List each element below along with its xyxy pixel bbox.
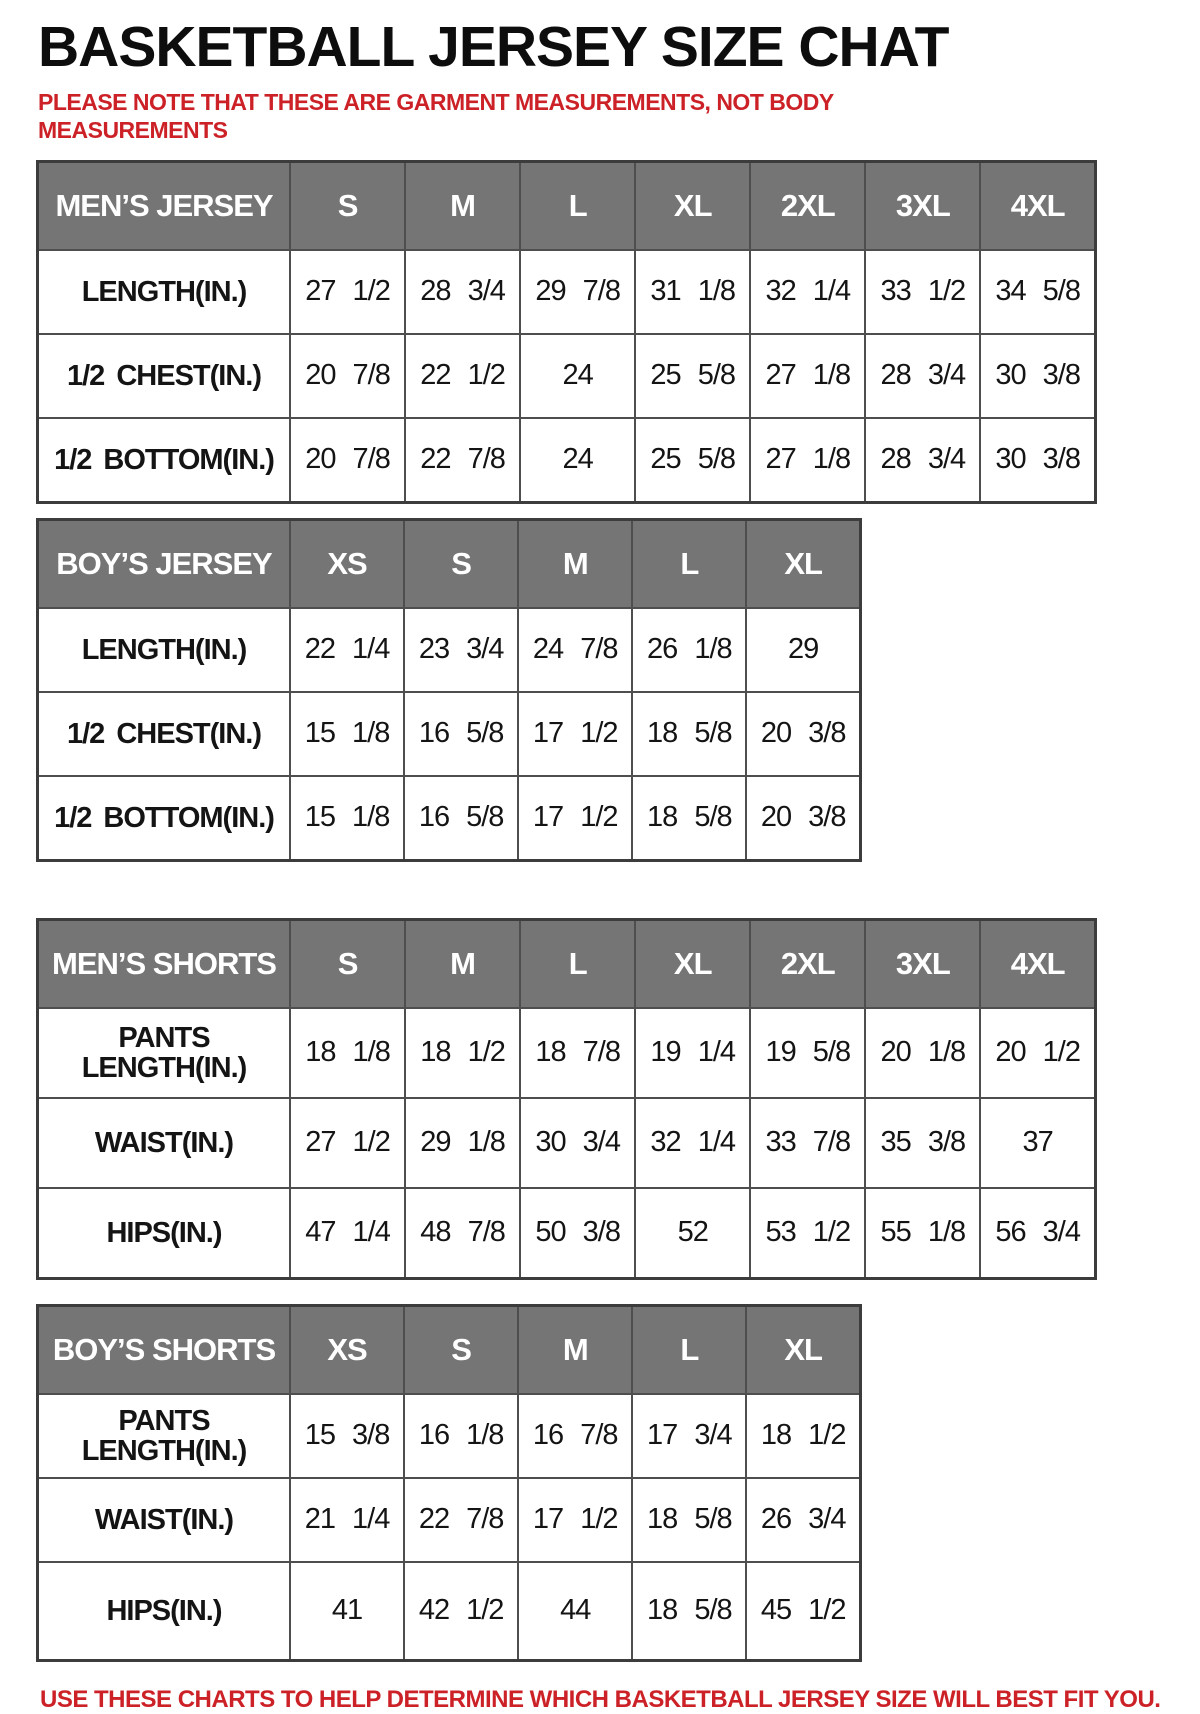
mens-shorts-size-header-cell: L: [520, 919, 635, 1008]
mens-jersey-value-cell: 31 1/8: [635, 250, 750, 334]
mens-jersey-value-cell: 24: [520, 334, 635, 418]
mens-shorts-title-cell: MEN’S SHORTS: [38, 919, 291, 1008]
mens-jersey-row-label-cell: 1/2 CHEST(IN.): [38, 334, 291, 418]
mens-shorts-table-row: [38, 1098, 1096, 1188]
mens-jersey-size-header-cell: M: [405, 161, 520, 250]
mens-jersey-value-cell: 25 5/8: [635, 334, 750, 418]
boys-shorts-size-header-cell: L: [632, 1305, 746, 1394]
mens-jersey-value-cell: 29 7/8: [520, 250, 635, 334]
mens-shorts-value-cell: 55 1/8: [865, 1188, 980, 1279]
mens-jersey-value-cell: 27 1/8: [750, 418, 865, 503]
boys-shorts-size-header-cell: XS: [290, 1305, 404, 1394]
mens-shorts-value-cell: 53 1/2: [750, 1188, 865, 1279]
mens-shorts-value-cell: 33 7/8: [750, 1098, 865, 1188]
boys-shorts-value-cell: 18 5/8: [632, 1478, 746, 1562]
boys-jersey-value-cell: 26 1/8: [632, 608, 746, 692]
mens-jersey-size-header-cell: S: [290, 161, 405, 250]
boys-jersey-value-cell: 17 1/2: [518, 692, 632, 776]
boys-jersey-value-cell: 22 1/4: [290, 608, 404, 692]
boys-shorts-size-header-cell: S: [404, 1305, 518, 1394]
mens-shorts-size-header-cell: M: [405, 919, 520, 1008]
mens-shorts-value-cell: 32 1/4: [635, 1098, 750, 1188]
mens-shorts-header-row: [38, 919, 1096, 1008]
boys-shorts-row-label-cell: PANTS LENGTH(IN.): [38, 1394, 291, 1478]
boys-shorts-table-row: [38, 1478, 861, 1562]
boys-jersey-value-cell: 18 5/8: [632, 776, 746, 861]
boys-shorts-value-cell: 17 3/4: [632, 1394, 746, 1478]
mens-shorts-value-cell: 18 7/8: [520, 1008, 635, 1098]
boys-jersey-header-row: [38, 519, 861, 608]
mens-shorts-value-cell: 18 1/2: [405, 1008, 520, 1098]
boys-jersey-table: [36, 518, 862, 862]
mens-jersey-value-cell: 25 5/8: [635, 418, 750, 503]
mens-shorts-value-cell: 37: [980, 1098, 1095, 1188]
boys-jersey-value-cell: 29: [746, 608, 860, 692]
boys-shorts-table: [36, 1304, 862, 1662]
boys-shorts-table-row: [38, 1394, 861, 1478]
boys-shorts-row-label-cell: HIPS(IN.): [38, 1562, 291, 1661]
boys-jersey-size-header-cell: XL: [746, 519, 860, 608]
mens-jersey-value-cell: 30 3/8: [980, 418, 1095, 503]
mens-jersey-table: [36, 160, 1097, 504]
boys-shorts-value-cell: 16 1/8: [404, 1394, 518, 1478]
boys-shorts-value-cell: 17 1/2: [518, 1478, 632, 1562]
mens-jersey-value-cell: 20 7/8: [290, 418, 405, 503]
mens-jersey-size-header-cell: 3XL: [865, 161, 980, 250]
mens-shorts-row-label-cell: PANTS LENGTH(IN.): [38, 1008, 291, 1098]
boys-shorts-value-cell: 18 5/8: [632, 1562, 746, 1661]
mens-jersey-title-cell: MEN’S JERSEY: [38, 161, 291, 250]
mens-shorts-value-cell: 29 1/8: [405, 1098, 520, 1188]
boys-jersey-size-header-cell: M: [518, 519, 632, 608]
mens-jersey-value-cell: 28 3/4: [405, 250, 520, 334]
mens-jersey-value-cell: 20 7/8: [290, 334, 405, 418]
boys-jersey-value-cell: 24 7/8: [518, 608, 632, 692]
mens-shorts-value-cell: 19 5/8: [750, 1008, 865, 1098]
boys-jersey-row-label-cell: 1/2 CHEST(IN.): [38, 692, 291, 776]
mens-shorts-size-header-cell: XL: [635, 919, 750, 1008]
mens-shorts-value-cell: 47 1/4: [290, 1188, 405, 1279]
mens-jersey-value-cell: 27 1/2: [290, 250, 405, 334]
mens-jersey-table-row: [38, 250, 1096, 334]
boys-jersey-value-cell: 20 3/8: [746, 692, 860, 776]
mens-jersey-value-cell: 34 5/8: [980, 250, 1095, 334]
footer-text: USE THESE CHARTS TO HELP DETERMINE WHICH BASKETBALL JERSEY SIZE WILL BEST FIT YOU.: [40, 1685, 1161, 1713]
boys-jersey-title-cell: BOY’S JERSEY: [38, 519, 291, 608]
mens-jersey-size-header-cell: L: [520, 161, 635, 250]
boys-jersey-value-cell: 15 1/8: [290, 776, 404, 861]
mens-jersey-value-cell: 33 1/2: [865, 250, 980, 334]
boys-shorts-value-cell: 21 1/4: [290, 1478, 404, 1562]
boys-jersey-table-row: [38, 776, 861, 861]
mens-jersey-row-label-cell: 1/2 BOTTOM(IN.): [38, 418, 291, 503]
boys-shorts-value-cell: 15 3/8: [290, 1394, 404, 1478]
mens-jersey-table-row: [38, 418, 1096, 503]
mens-shorts-size-header-cell: 4XL: [980, 919, 1095, 1008]
mens-shorts-value-cell: 27 1/2: [290, 1098, 405, 1188]
boys-shorts-value-cell: 42 1/2: [404, 1562, 518, 1661]
boys-jersey-value-cell: 17 1/2: [518, 776, 632, 861]
mens-jersey-header-row: [38, 161, 1096, 250]
mens-jersey-value-cell: 27 1/8: [750, 334, 865, 418]
boys-jersey-size-header-cell: XS: [290, 519, 404, 608]
mens-shorts-value-cell: 50 3/8: [520, 1188, 635, 1279]
mens-shorts-size-header-cell: S: [290, 919, 405, 1008]
mens-shorts-value-cell: 19 1/4: [635, 1008, 750, 1098]
mens-shorts-value-cell: 18 1/8: [290, 1008, 405, 1098]
mens-shorts-value-cell: 30 3/4: [520, 1098, 635, 1188]
boys-jersey-value-cell: 20 3/8: [746, 776, 860, 861]
boys-jersey-row-label-cell: 1/2 BOTTOM(IN.): [38, 776, 291, 861]
mens-shorts-row-label-cell: HIPS(IN.): [38, 1188, 291, 1279]
boys-jersey-table-row: [38, 692, 861, 776]
boys-jersey-value-cell: 16 5/8: [404, 776, 518, 861]
mens-jersey-table-row: [38, 334, 1096, 418]
mens-shorts-table-row: [38, 1008, 1096, 1098]
page-title: BASKETBALL JERSEY SIZE CHAT: [38, 15, 949, 79]
mens-jersey-size-header-cell: 2XL: [750, 161, 865, 250]
mens-shorts-row-label-cell: WAIST(IN.): [38, 1098, 291, 1188]
garment-measurement-note: PLEASE NOTE THAT THESE ARE GARMENT MEASUREMENTS, NOT BODY MEASUREMENTS: [38, 88, 834, 143]
mens-shorts-value-cell: 56 3/4: [980, 1188, 1095, 1279]
boys-shorts-value-cell: 45 1/2: [746, 1562, 860, 1661]
mens-shorts-value-cell: 20 1/8: [865, 1008, 980, 1098]
boys-jersey-value-cell: 16 5/8: [404, 692, 518, 776]
boys-jersey-table-row: [38, 608, 861, 692]
mens-jersey-row-label-cell: LENGTH(IN.): [38, 250, 291, 334]
mens-jersey-value-cell: 30 3/8: [980, 334, 1095, 418]
boys-shorts-header-row: [38, 1305, 861, 1394]
mens-shorts-table-row: [38, 1188, 1096, 1279]
mens-shorts-size-header-cell: 3XL: [865, 919, 980, 1008]
boys-shorts-value-cell: 26 3/4: [746, 1478, 860, 1562]
mens-jersey-value-cell: 22 7/8: [405, 418, 520, 503]
mens-shorts-value-cell: 52: [635, 1188, 750, 1279]
mens-jersey-value-cell: 28 3/4: [865, 418, 980, 503]
boys-shorts-value-cell: 41: [290, 1562, 404, 1661]
mens-jersey-value-cell: 24: [520, 418, 635, 503]
mens-shorts-size-header-cell: 2XL: [750, 919, 865, 1008]
boys-shorts-value-cell: 16 7/8: [518, 1394, 632, 1478]
boys-jersey-row-label-cell: LENGTH(IN.): [38, 608, 291, 692]
boys-jersey-size-header-cell: S: [404, 519, 518, 608]
boys-shorts-table-row: [38, 1562, 861, 1661]
mens-jersey-value-cell: 32 1/4: [750, 250, 865, 334]
boys-jersey-value-cell: 18 5/8: [632, 692, 746, 776]
boys-shorts-value-cell: 44: [518, 1562, 632, 1661]
mens-shorts-value-cell: 20 1/2: [980, 1008, 1095, 1098]
mens-jersey-value-cell: 28 3/4: [865, 334, 980, 418]
mens-shorts-value-cell: 35 3/8: [865, 1098, 980, 1188]
boys-jersey-value-cell: 23 3/4: [404, 608, 518, 692]
boys-shorts-value-cell: 22 7/8: [404, 1478, 518, 1562]
mens-jersey-size-header-cell: 4XL: [980, 161, 1095, 250]
mens-jersey-value-cell: 22 1/2: [405, 334, 520, 418]
boys-shorts-row-label-cell: WAIST(IN.): [38, 1478, 291, 1562]
mens-shorts-value-cell: 48 7/8: [405, 1188, 520, 1279]
mens-shorts-table: [36, 918, 1097, 1280]
mens-jersey-size-header-cell: XL: [635, 161, 750, 250]
boys-shorts-size-header-cell: M: [518, 1305, 632, 1394]
boys-jersey-value-cell: 15 1/8: [290, 692, 404, 776]
boys-shorts-size-header-cell: XL: [746, 1305, 860, 1394]
boys-shorts-title-cell: BOY’S SHORTS: [38, 1305, 291, 1394]
boys-jersey-size-header-cell: L: [632, 519, 746, 608]
boys-shorts-value-cell: 18 1/2: [746, 1394, 860, 1478]
